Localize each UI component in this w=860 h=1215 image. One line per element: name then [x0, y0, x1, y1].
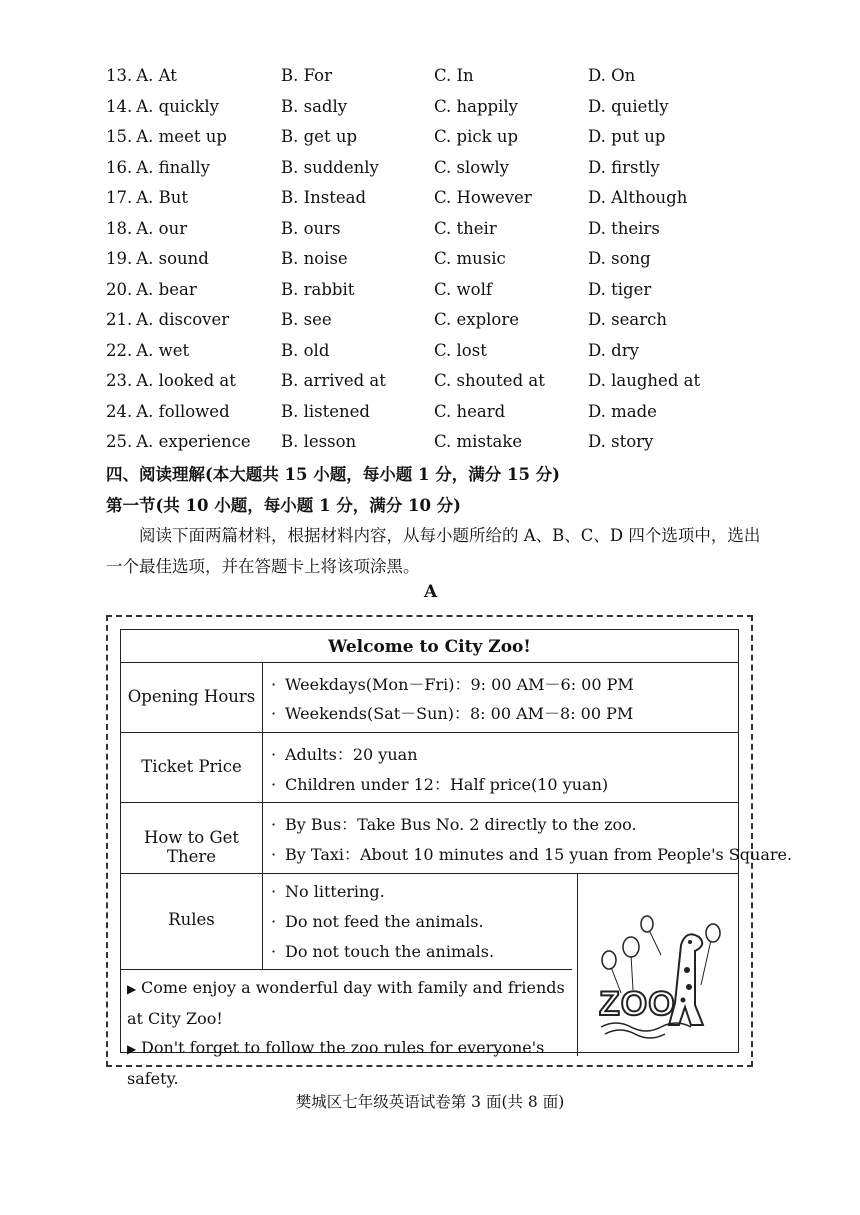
option-d: D. tiger [588, 279, 652, 299]
detail-line [271, 912, 484, 931]
detail-text: By Bus：Take Bus No. 2 directly to the zoo. [285, 815, 637, 834]
option-c: C. shouted at [434, 371, 545, 390]
bullet: · [271, 912, 277, 931]
detail-line [271, 772, 608, 795]
option-d: D. Although [588, 188, 688, 207]
row-label-how-to-get-there: How to Get There [143, 828, 240, 866]
option-a-text: A. sound [136, 249, 209, 268]
option-b: B. get up [281, 127, 358, 146]
option-d: D. made [588, 401, 657, 421]
option-a-text: A. quickly [136, 96, 219, 116]
option-a [106, 341, 189, 360]
divider [121, 873, 738, 874]
promo-line [127, 1033, 572, 1094]
option-c: C. music [434, 249, 506, 268]
detail-text: No littering. [285, 882, 385, 901]
option-a [106, 219, 187, 238]
promo-text: Come enjoy a wonderful day with family and friends at City Zoo! [127, 978, 565, 1028]
triangle-right-icon: ▶ [127, 982, 137, 996]
option-b: B. suddenly [281, 157, 379, 177]
question-number: 13. [106, 66, 133, 85]
option-a-text: A. followed [136, 401, 230, 421]
part-title: 第一节(共 10 小题，每小题 1 分，满分 10 分) [106, 496, 461, 515]
triangle-right-icon: ▶ [127, 1042, 137, 1056]
option-d: D. story [588, 432, 654, 451]
question-number: 25. [106, 432, 133, 451]
option-c: C. happily [434, 96, 518, 116]
option-b: B. arrived at [281, 371, 386, 390]
option-a [106, 371, 236, 390]
option-a-text: A. bear [136, 279, 197, 299]
question-row [106, 402, 806, 432]
option-b: B. For [281, 66, 332, 85]
option-d: D. quietly [588, 96, 669, 116]
option-a [106, 310, 229, 329]
zoo-notice [106, 615, 793, 1088]
option-c: C. slowly [434, 157, 509, 177]
option-b: B. noise [281, 249, 348, 268]
option-d: D. firstly [588, 157, 660, 177]
promo-text: Don't forget to follow the zoo rules for everyone's safety. [127, 1038, 545, 1088]
detail-line [271, 882, 385, 901]
option-d: D. dry [588, 340, 639, 360]
option-d: D. theirs [588, 218, 660, 238]
question-row [106, 127, 806, 157]
detail-line [271, 742, 418, 765]
question-number: 21. [106, 310, 133, 329]
detail-text: By Taxi：About 10 minutes and 15 yuan from People's Square. [285, 845, 793, 864]
divider [121, 662, 738, 663]
notice-table [120, 629, 793, 1088]
bullet: · [271, 882, 277, 901]
bullet: · [271, 942, 277, 961]
section-title: 四、阅读理解(本大题共 15 小题，每小题 1 分，满分 15 分) [106, 465, 560, 484]
option-c: C. pick up [434, 127, 519, 146]
row-label-rules: Rules [168, 910, 215, 929]
option-b: B. Instead [281, 188, 367, 207]
question-row [106, 66, 806, 96]
question-number: 18. [106, 218, 133, 238]
option-d: D. song [588, 249, 651, 268]
option-a-text: A. our [136, 218, 188, 238]
option-a-text: A. wet [136, 340, 190, 360]
option-a [106, 127, 227, 146]
detail-line [271, 701, 633, 724]
question-row [106, 249, 806, 279]
detail-line [271, 812, 637, 835]
option-a [106, 97, 219, 116]
option-a [106, 66, 177, 85]
option-c: C. wolf [434, 279, 492, 299]
bullet: · [271, 704, 277, 723]
question-number: 16. [106, 157, 133, 177]
question-row [106, 219, 806, 249]
instructions: 阅读下面两篇材料，根据材料内容，从每小题所给的 A、B、C、D 四个选项中，选出一个最佳选项，并在答题卡上将该项涂黑。 [106, 526, 761, 576]
detail-text: Weekends(Sat－Sun)：8: 00 AM－8: 00 PM [285, 704, 634, 723]
question-number: 19. [106, 249, 133, 268]
bullet: · [271, 745, 277, 764]
option-b: B. ours [281, 218, 341, 238]
divider [262, 662, 263, 969]
option-c: C. lost [434, 340, 487, 360]
bullet: · [271, 775, 277, 794]
option-a [106, 158, 210, 177]
row-label-ticket-price: Ticket Price [141, 757, 242, 776]
question-row [106, 310, 806, 340]
option-c: C. However [434, 188, 532, 207]
option-a-text: A. discover [136, 310, 230, 329]
option-a-text: A. looked at [136, 371, 236, 390]
divider [121, 802, 738, 803]
question-row [106, 341, 806, 371]
question-number: 23. [106, 371, 133, 390]
question-number: 22. [106, 340, 133, 360]
promo-line [127, 973, 572, 1034]
question-row [106, 280, 806, 310]
option-c: C. explore [434, 310, 520, 329]
option-b: B. listened [281, 401, 370, 421]
option-a [106, 402, 230, 421]
passage-label: A [424, 582, 438, 602]
detail-line [271, 942, 494, 961]
option-d: D. laughed at [588, 371, 701, 390]
option-c: C. their [434, 218, 497, 238]
zoo-logo-text: ZOO [599, 985, 676, 1023]
notice-title: Welcome to City Zoo! [328, 637, 531, 657]
detail-text: Do not touch the animals. [285, 942, 495, 961]
detail-line [271, 842, 792, 865]
detail-text: Children under 12：Half price(10 yuan) [285, 775, 609, 794]
option-c: C. mistake [434, 432, 523, 451]
option-b: B. lesson [281, 432, 357, 451]
option-a-text: A. meet up [136, 127, 227, 146]
bullet: · [271, 675, 277, 694]
divider [577, 873, 578, 1056]
option-b: B. sadly [281, 96, 348, 116]
option-b: B. rabbit [281, 279, 355, 299]
page-footer: 樊城区七年级英语试卷第 3 面(共 8 面) [295, 1093, 565, 1111]
question-number: 14. [106, 96, 133, 116]
detail-text: Do not feed the animals. [285, 912, 484, 931]
option-d: D. search [588, 310, 667, 329]
question-number: 17. [106, 188, 133, 207]
giraffe-zoo-icon [591, 915, 739, 1040]
detail-text: Adults：20 yuan [285, 745, 418, 764]
option-a-text: A. experience [136, 432, 251, 451]
option-a [106, 280, 197, 299]
detail-text: Weekdays(Mon－Fri)：9: 00 AM－6: 00 PM [285, 675, 634, 694]
option-a [106, 188, 188, 207]
option-a [106, 249, 209, 268]
option-a [106, 432, 251, 451]
option-a-text: A. finally [136, 157, 211, 177]
question-row [106, 158, 806, 188]
question-number: 15. [106, 127, 133, 146]
question-row [106, 97, 806, 127]
question-number: 20. [106, 279, 133, 299]
option-d: D. On [588, 66, 636, 85]
bullet: · [271, 845, 277, 864]
row-label-opening-hours: Opening Hours [127, 687, 256, 706]
option-c: C. In [434, 66, 474, 85]
question-row [106, 188, 806, 218]
question-number: 24. [106, 401, 133, 421]
question-row [106, 432, 806, 462]
option-b: B. old [281, 340, 330, 360]
option-c: C. heard [434, 401, 506, 421]
option-a-text: A. At [136, 66, 177, 85]
bullet: · [271, 815, 277, 834]
option-a-text: A. But [136, 188, 189, 207]
detail-line [271, 672, 634, 695]
option-d: D. put up [588, 127, 666, 146]
question-row [106, 371, 806, 401]
divider [121, 969, 572, 970]
divider [121, 732, 738, 733]
option-b: B. see [281, 310, 332, 329]
